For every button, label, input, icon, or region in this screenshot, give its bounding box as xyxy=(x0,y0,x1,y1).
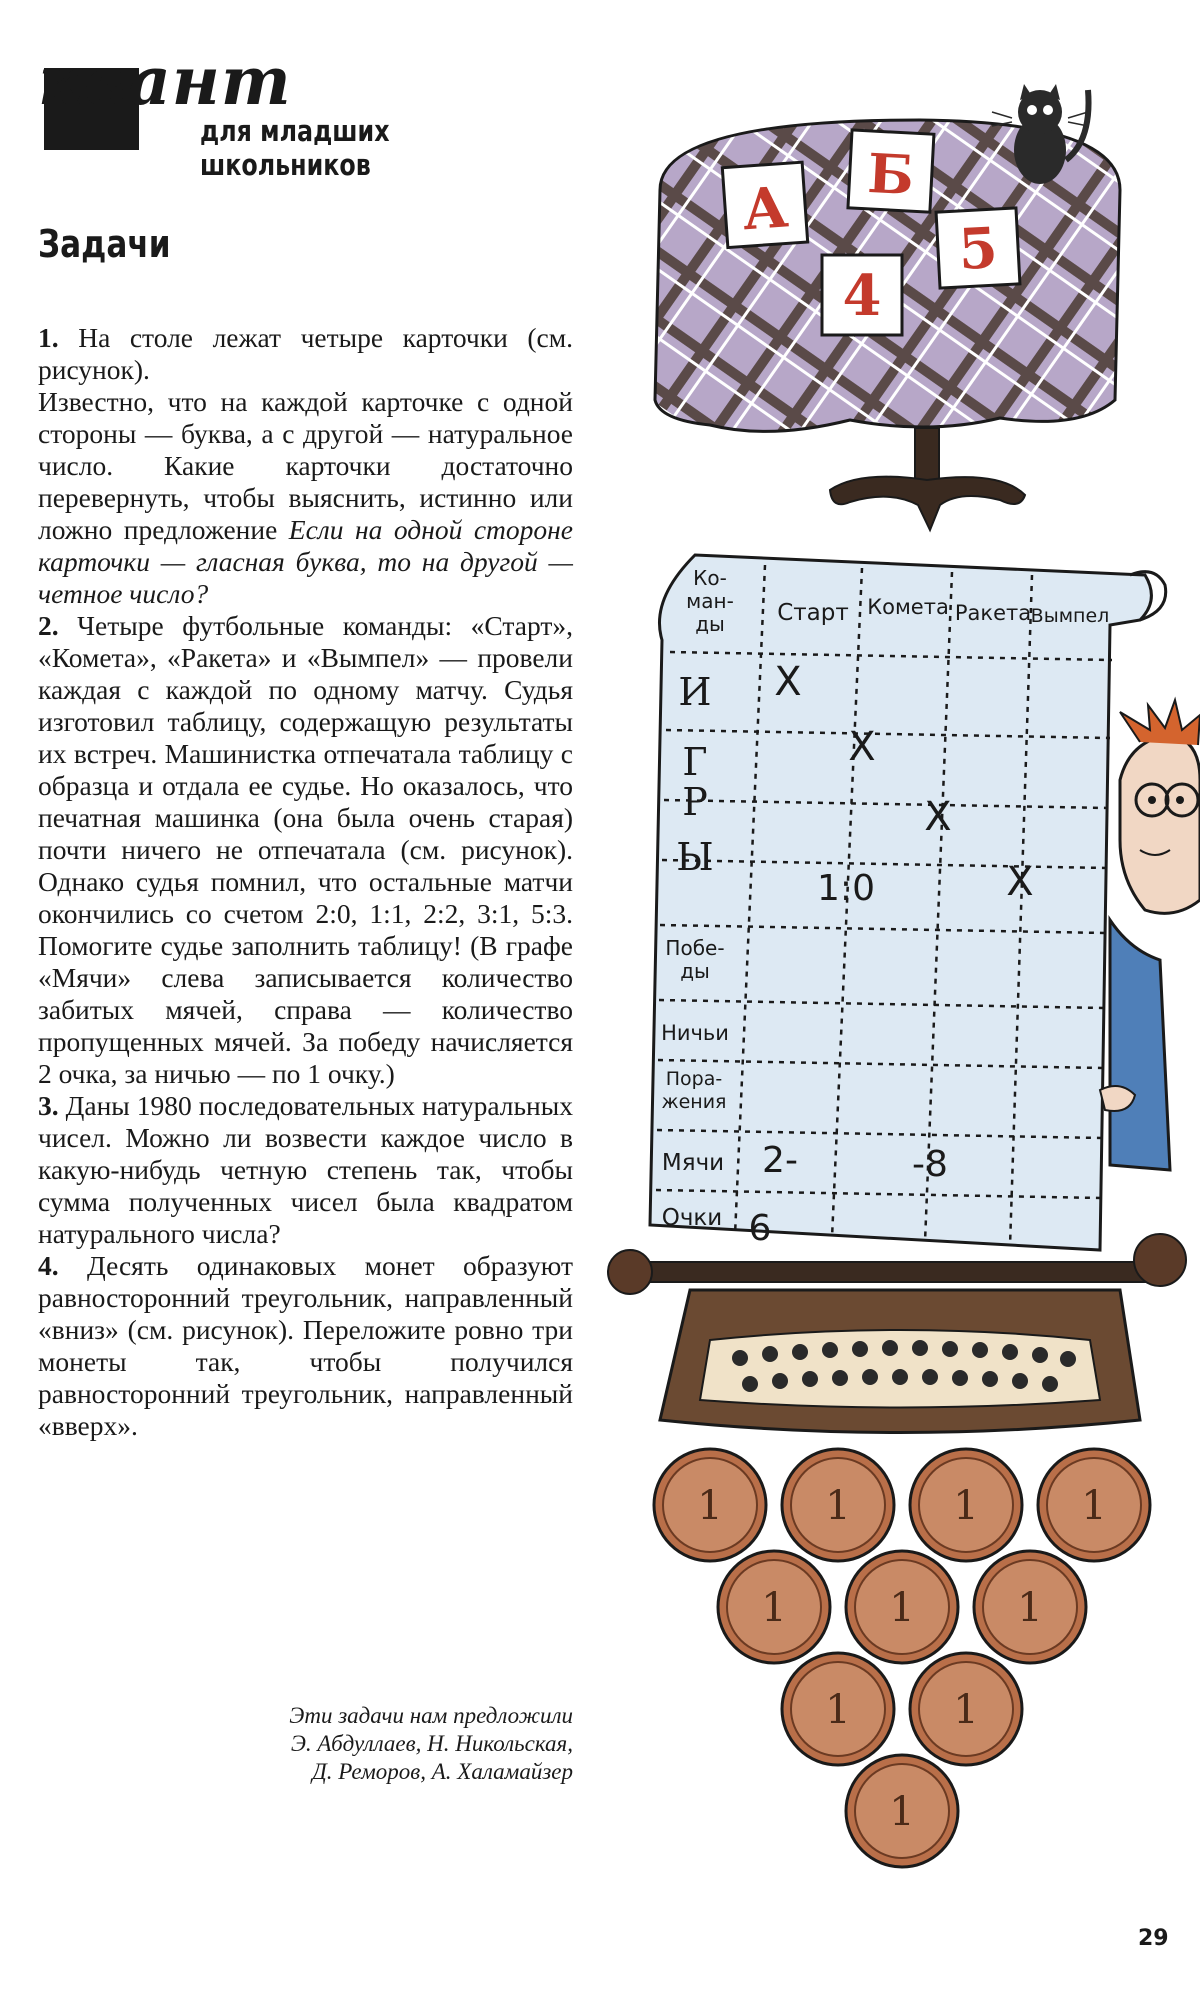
problem-4 xyxy=(38,1250,573,1442)
masthead-subtitle: для младших школьников xyxy=(200,114,390,182)
boy-sweater xyxy=(1110,920,1170,1170)
row-label-line: Побе- xyxy=(665,936,725,960)
row-label-line: ды xyxy=(680,959,710,983)
goals-cell: -8 xyxy=(912,1144,948,1185)
row-label: Очки xyxy=(661,1205,723,1231)
diagonal-cross: X xyxy=(1006,859,1034,905)
coin-icon xyxy=(1038,1449,1150,1561)
typewriter-illustration xyxy=(608,1234,1186,1433)
coin-label: 1 xyxy=(1017,1585,1043,1631)
card-a xyxy=(722,162,807,247)
coin-label: 1 xyxy=(889,1789,915,1835)
coin-label: 1 xyxy=(953,1687,979,1733)
coin-icon xyxy=(846,1755,958,1867)
card-label: 5 xyxy=(956,215,1000,283)
card-label: Б xyxy=(866,140,916,208)
row-label-line: жения xyxy=(661,1091,727,1113)
coin-label: 1 xyxy=(825,1483,851,1529)
problem-number: 2. xyxy=(38,610,59,641)
table-corner-line: ман- xyxy=(686,589,734,613)
coin-icon xyxy=(846,1551,958,1663)
table-column-header: Вымпел xyxy=(1030,605,1110,627)
coin-label: 1 xyxy=(953,1483,979,1529)
section-title: Задачи xyxy=(38,222,171,266)
problem-text: На столе лежат четыре карточки (см. рисунок). xyxy=(38,322,574,385)
scroll-paper xyxy=(650,555,1151,1250)
score-cell: 1:0 xyxy=(817,868,875,909)
coin-label: 1 xyxy=(697,1483,723,1529)
problem-3 xyxy=(38,1090,573,1250)
illustration-column xyxy=(600,0,1200,2005)
goals-cell: 2- xyxy=(762,1140,798,1181)
table-column-header: Старт xyxy=(777,600,849,626)
problem-number: 1. xyxy=(38,322,59,353)
points-cell: 6 xyxy=(748,1208,772,1249)
coin-triangle xyxy=(654,1449,1150,1867)
results-scroll xyxy=(650,555,1166,1250)
credits xyxy=(150,1702,573,1786)
coin-icon xyxy=(782,1449,894,1561)
coin-label: 1 xyxy=(825,1687,851,1733)
credits-line: Э. Абдуллаев, Н. Никольская, xyxy=(290,1731,573,1756)
boy-face xyxy=(1120,735,1200,913)
credits-line: Д. Реморов, А. Халамайзер xyxy=(312,1759,573,1784)
problem-number: 3. xyxy=(38,1090,59,1121)
coin-icon xyxy=(718,1551,830,1663)
games-label-letter: Р xyxy=(682,780,708,824)
table-column-header: Ракета xyxy=(954,601,1032,625)
article xyxy=(38,322,573,1442)
games-label-letter: Г xyxy=(682,740,708,784)
page-number: 29 xyxy=(1138,1926,1169,1951)
credits-line: Эти задачи нам предложили xyxy=(289,1703,573,1728)
problem-1-continued xyxy=(38,386,573,610)
problem-text: Четыре футбольные команды: «Старт», «Комета», «Ракета» и «Вымпел» — провели каждая с каждой по одному матчу. Судья изготовил таблицу, содержащую результаты их встреч. Машинистка отпечатала таблицу с образца и отдала ее судье. Но оказалось, что печатная машинка (она была очень старая) почти ничего не отпечатала (см. рисунок). Однако судья помнил, что остальные матчи окончились со счетом 2:0, 1:1, 2:2, 3:1, 5:3. Помогите судье заполнить таблицу! (В графе «Мячи» слева записывается количество забитых мячей, справа — количество пропущенных мячей. За победу начисляется 2 очка, за ничью — по 1 очку.) xyxy=(38,610,574,1089)
games-label-letter: Ы xyxy=(676,835,714,879)
coin-icon xyxy=(910,1449,1022,1561)
problem-text: Даны 1980 последовательных натуральных чисел. Можно ли возвести каждое число в какую-нибудь четную степень так, чтобы сумма полученных чисел была квадратом натурального числа? xyxy=(38,1090,573,1249)
typewriter-roller xyxy=(620,1262,1180,1282)
diagonal-cross: X xyxy=(924,794,952,840)
card-b xyxy=(848,130,934,212)
coin-label: 1 xyxy=(1081,1483,1107,1529)
coin-icon xyxy=(974,1551,1086,1663)
table-corner-line: Ко- xyxy=(693,566,727,590)
masthead xyxy=(38,42,598,182)
coin-label: 1 xyxy=(889,1585,915,1631)
problem-number: 4. xyxy=(38,1250,59,1281)
problem-text: Известно, что на каждой карточке с одной стороны — буква, а с другой — натуральное число. Какие карточки достаточно перевернуть, чтобы выяснить, истинно или ложно предложение xyxy=(38,386,573,545)
coin-label: 1 xyxy=(761,1585,787,1631)
table-corner-line: ды xyxy=(695,612,725,636)
card-table xyxy=(655,84,1120,530)
problem-statement: Если на одной стороне карточки — гласная буква, то на другой — четное число? xyxy=(38,514,573,609)
problem-2 xyxy=(38,610,573,1090)
table-column-header: Комета xyxy=(867,595,949,619)
boy-illustration xyxy=(1100,700,1200,1170)
boy-hair xyxy=(1120,700,1200,745)
row-label: Мячи xyxy=(661,1150,725,1176)
masthead-logo: квант xyxy=(38,42,292,120)
typewriter-keyboard xyxy=(700,1330,1100,1408)
card-label: 4 xyxy=(842,263,882,329)
row-label: Ничьи xyxy=(661,1021,729,1045)
diagonal-cross: X xyxy=(848,724,876,770)
card-4 xyxy=(822,255,902,335)
games-label-letter: И xyxy=(678,670,712,714)
problem-text: Десять одинаковых монет образуют равносторонний треугольник, направленный «вниз» (см. рисунок). Переложите ровно три монеты так, чтобы получился равносторонний треугольник, направленный «вверх». xyxy=(38,1250,573,1441)
coin-icon xyxy=(910,1653,1022,1765)
table-foot xyxy=(830,477,1025,530)
coin-icon xyxy=(654,1449,766,1561)
illustration-svg xyxy=(600,0,1200,2005)
card-5 xyxy=(936,208,1020,288)
problem-1 xyxy=(38,322,573,386)
row-label-line: Пора- xyxy=(665,1068,723,1090)
card-label: А xyxy=(740,174,791,244)
coin-icon xyxy=(782,1653,894,1765)
diagonal-cross: X xyxy=(774,659,802,705)
